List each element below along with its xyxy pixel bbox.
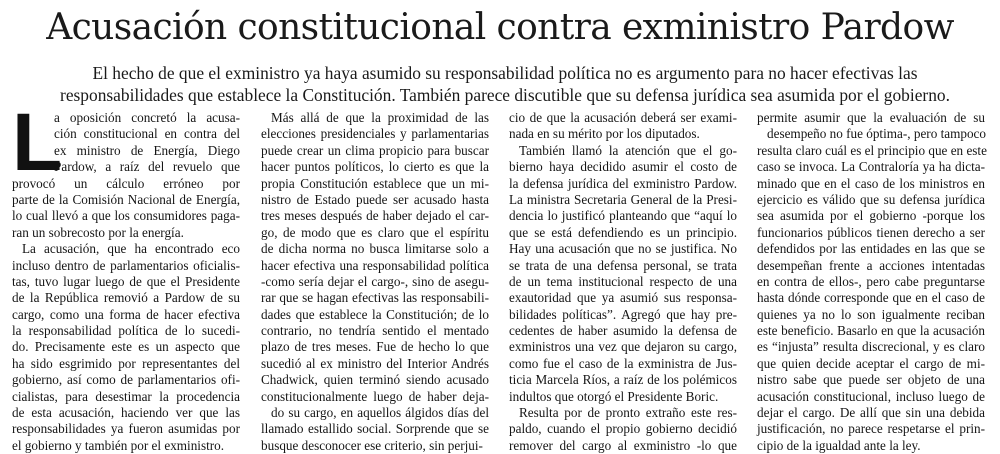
text-line: ha sido esgrimido por representantes del	[12, 355, 240, 371]
text-line: ción constitucional en contra del	[54, 126, 240, 142]
text-line: dejar el cargo. De allí que sin una debida	[757, 405, 985, 421]
text-line: en contra de ellos-, pero cabe preguntarse	[757, 273, 985, 289]
text-line: gobierno, así como de parlamentarios ofi-	[12, 372, 240, 388]
text-line: llamado estallido social. Sorprende que se	[261, 421, 489, 437]
text-line: contrario, no tendría sentido el mentado	[261, 323, 489, 339]
text-line: Chadwick, quien terminó siendo acusado	[261, 372, 489, 388]
text-line: quienes ya no lo son igualmente reciban	[757, 306, 985, 322]
article-body	[12, 97, 992, 453]
text-line: que quien decide aceptar el cargo de mi-	[757, 355, 985, 371]
text-line: tres meses después de haber dejado el car-	[261, 208, 489, 224]
text-line: Pardow, a raíz del revuelo que	[54, 159, 240, 175]
text-line: go, de modo que es claro que el espíritu	[261, 224, 489, 240]
text-line: nada en su mérito por los diputados.	[509, 126, 700, 142]
text-line: que se está defendiendo es un principio.	[509, 224, 737, 240]
text-line: propia Constitución establece que un mi-	[261, 175, 489, 191]
text-line: de la República removió a Pardow de su	[12, 290, 240, 306]
text-line: responsabilidades ya fueron asumidas por	[12, 421, 240, 437]
text-line: provocó un cálculo erróneo por	[12, 175, 240, 191]
text-line: do. Precisamente este es un aspecto que	[12, 339, 240, 355]
text-line: También llamó la atención que el go-	[519, 142, 737, 158]
text-line: tas, tuvo lugar luego de que el Presidente	[12, 273, 240, 289]
text-line: -como sería dejar el cargo-, sino de asegu-	[261, 273, 489, 289]
column-2	[261, 110, 489, 453]
text-line: desempeño no fue óptima-, pero tampoco	[767, 126, 986, 142]
text-line: cedentes de haber asumido la defensa de	[509, 323, 737, 339]
text-line: el gobierno y también por el exministro.	[12, 437, 225, 453]
text-line: de un tema institucional respecto de una	[509, 273, 737, 289]
text-line: caso se invoca. La Contraloría ya ha dicta-	[757, 159, 985, 175]
text-line: La ministra Secretaria General de la Presi-	[509, 191, 737, 207]
text-line: sucedió al ex ministro del Interior Andrés	[261, 355, 489, 371]
text-line: funcionarios públicos tienen derecho a ser	[757, 224, 985, 240]
text-line: ex ministro de Energía, Diego	[54, 142, 240, 158]
text-line: busque desconocer ese criterio, sin perjui-	[261, 437, 483, 453]
text-line: se trata de una defensa personal, se trata	[509, 257, 737, 273]
column-1	[12, 97, 240, 453]
text-line: resulta claro cuál es el principio que en este	[757, 142, 987, 158]
text-line: nistro sabe que puede ser objeto de una	[757, 372, 985, 388]
text-line: parte de la Comisión Nacional de Energía,	[12, 191, 240, 207]
text-line: constitucionalmente luego de haber deja-	[261, 388, 489, 404]
deck-subtitle: El hecho de que el exministro ya haya asumido su responsabilidad política no es argumento para no hacer efectivas las responsabilidades que establece la Constitución. También parece discutible que su defensa jurídica sea asumida por el gobierno.	[60, 63, 950, 105]
text-line: como fue el caso de la exministra de Jus-	[509, 355, 737, 371]
text-line: elecciones presidenciales y parlamentarias	[261, 126, 489, 142]
text-line: justificación, no parece respetarse el prin-	[757, 421, 985, 437]
text-line: cipio de la igualdad ante la ley.	[757, 437, 921, 453]
text-line: bierno haya decidido asumir el costo de	[509, 159, 737, 175]
text-line: exautoridad que ya asumió sus responsa-	[509, 290, 737, 306]
text-line: este beneficio. Basarlo en que la acusación	[757, 323, 985, 339]
text-line: ran un sobrecosto por la energía.	[12, 224, 184, 240]
text-line: cialistas, para desestimar la procedencia	[12, 388, 240, 404]
headline: Acusación constitucional contra exministro Pardow	[46, 7, 954, 48]
text-line: acusación constitucional, incluso luego de	[757, 388, 985, 404]
text-line: rar que se hagan efectivas las responsabili-	[261, 290, 489, 306]
text-line: ejercicio es válido que su defensa jurídica	[757, 191, 985, 207]
column-3	[509, 110, 737, 453]
text-line: desempeñan frente a acciones intentadas	[757, 257, 985, 273]
text-line: do su cargo, en aquellos álgidos días del	[271, 405, 489, 421]
text-line: minado que en el caso de los ministros en	[757, 175, 985, 191]
text-line: a oposición concretó la acusa-	[54, 110, 240, 125]
text-line: de esta acusación, haciendo ver que las	[12, 405, 240, 421]
text-line: paldo, cuando el propio gobierno decidió	[509, 421, 737, 437]
text-line: dencia lo justificó planteando que “aquí lo	[509, 208, 737, 224]
column-4	[757, 110, 987, 453]
text-line: incluso dentro de parlamentarios oficialis-	[12, 257, 240, 273]
text-line: Resulta por de pronto extraño este res-	[519, 405, 737, 421]
text-line: puede crear un clima propicio para buscar	[261, 142, 489, 158]
text-line: Hay una acusación que no se justifica. No	[509, 241, 737, 257]
text-line: plazo de tres meses. Fue de hecho lo que	[261, 339, 489, 355]
text-line: defendidos por las entidades en las que se	[757, 241, 985, 257]
text-line: remover del cargo al exministro -lo que	[509, 437, 737, 453]
text-line: la defensa jurídica del exministro Pardow.	[509, 175, 737, 191]
text-line: es “injusta” resulta discrecional, y es claro	[757, 339, 985, 355]
text-line: hacer puntos políticos, lo cierto es que la	[261, 159, 489, 175]
text-line: nistro de Estado puede ser acusado hasta	[261, 191, 489, 207]
drop-cap: L	[12, 97, 63, 188]
text-line: hasta dónde corresponde que en el caso de	[757, 290, 985, 306]
text-line: dades que establece la Constitución; de lo	[261, 306, 489, 322]
text-line: permite asumir que la evaluación de su	[757, 110, 985, 125]
text-line: de dicha norma no busca limitarse solo a	[261, 241, 489, 257]
text-line: bilidades políticas”. Agregó que hay pre-	[509, 306, 737, 322]
text-line: La acusación, que ha encontrado eco	[22, 241, 240, 257]
text-line: sea asumida por el gobierno -porque los	[757, 208, 985, 224]
text-line: indultos que otorgó el Presidente Boric.	[509, 388, 719, 404]
text-line: Más allá de que la proximidad de las	[271, 110, 489, 125]
text-line: cargo, como una forma de hacer efectiva	[12, 306, 240, 322]
text-line: exministros una vez que dejaron su cargo,	[509, 339, 737, 355]
text-line: hacer efectiva una responsabilidad política	[261, 257, 489, 273]
text-line: la responsabilidad política de lo sucedi-	[12, 323, 240, 339]
text-line: lo cual llevó a que los consumidores paga-	[12, 208, 240, 224]
text-line: cio de que la acusación deberá ser exami-	[509, 110, 737, 125]
text-line: ticia Marcela Ríos, a raíz de los polémicos	[509, 372, 737, 388]
